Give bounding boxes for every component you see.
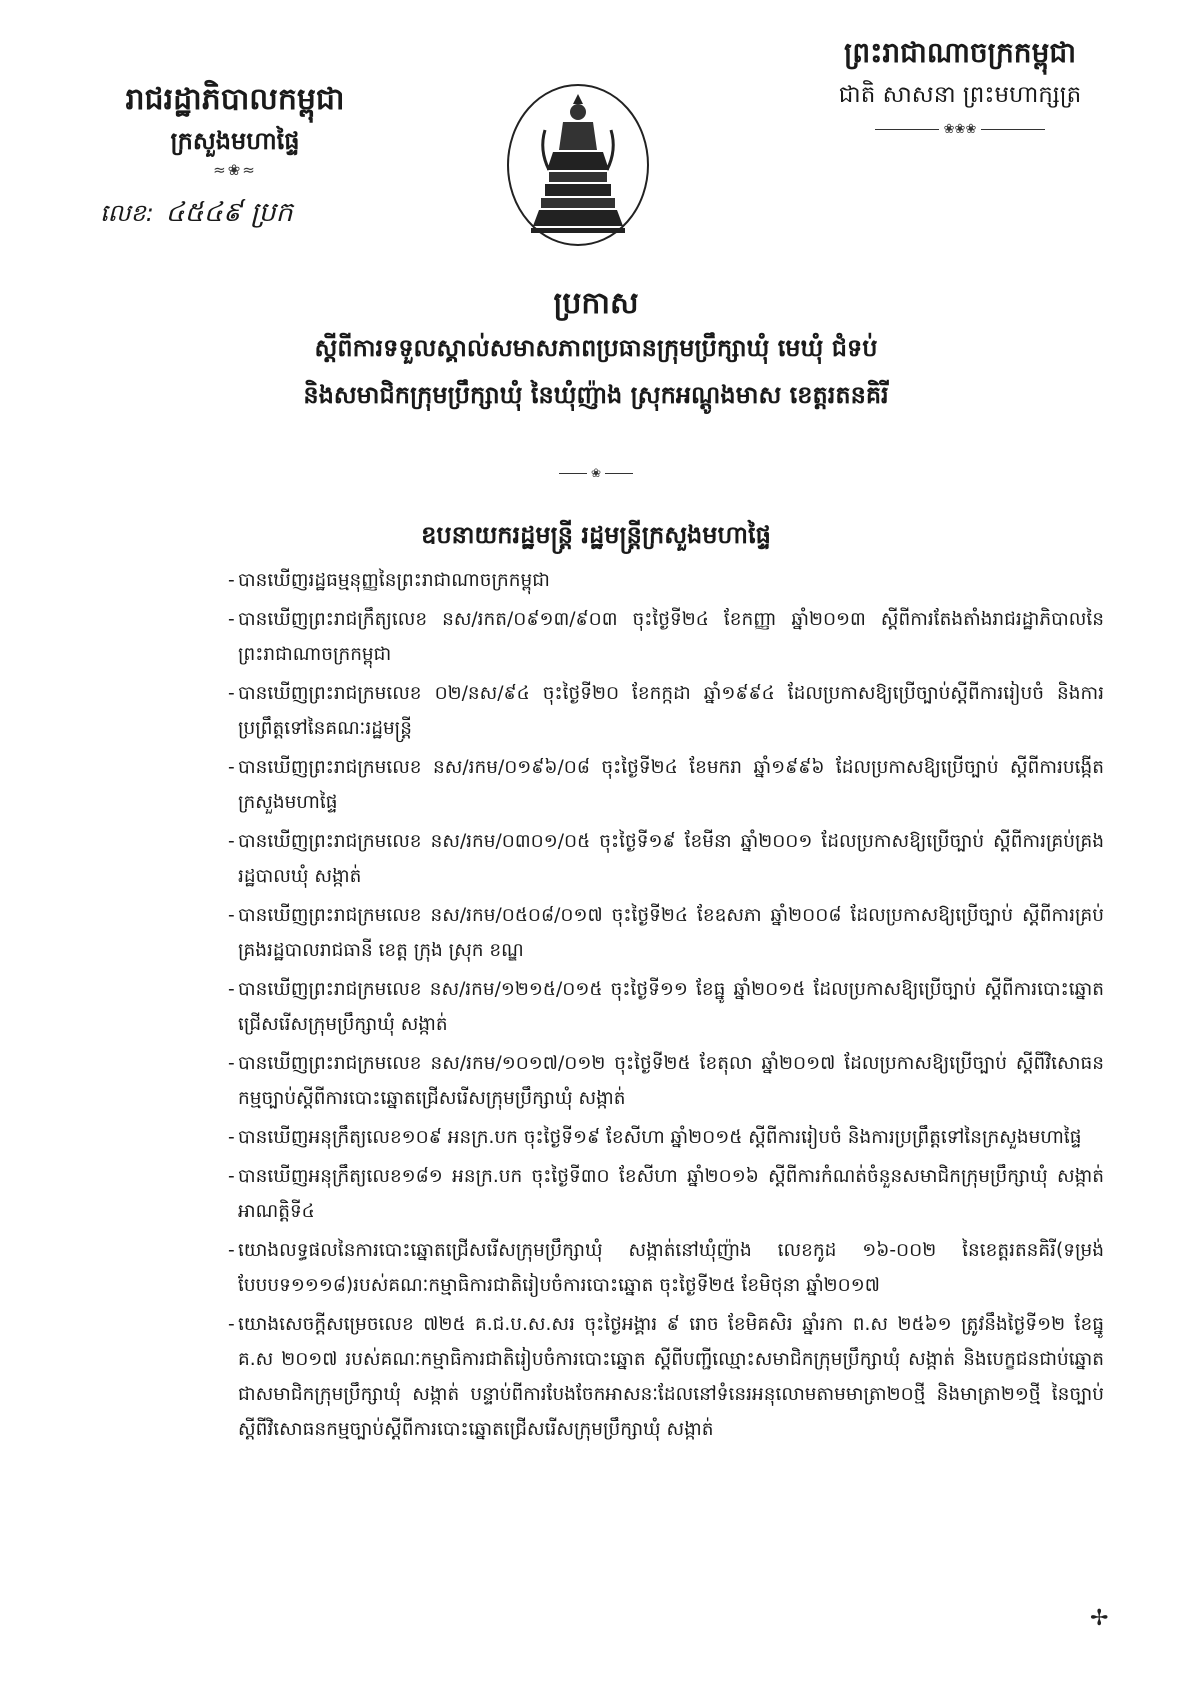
clause-dash: - <box>228 570 235 591</box>
preamble-clause <box>228 563 1104 598</box>
kingdom-block <box>790 30 1130 137</box>
clause-text: បានឃើញព្រះរាជក្រមលេខ នស/រកម/០៥០៨/០១៧ ចុះថ្ងៃទី២៤ ខែឧសភា ឆ្នាំ២០០៨ ដែលប្រកាសឱ្យប្រើច្បាប់ ស្តីពីការគ្រប់គ្រងរដ្ឋបាលរាជធានី ខេត្ត ក្រុង ស្រុក ខណ្ឌ <box>238 905 1104 961</box>
preamble-clauses <box>228 563 1104 1451</box>
issuing-official: ឧបនាយករដ្ឋមន្ត្រី រដ្ឋមន្ត្រីក្រសួងមហាផ្ទៃ <box>421 521 771 549</box>
clause-text: បានឃើញព្រះរាជក្រមលេខ នស/រកម/១០១៧/០១២ ចុះថ្ងៃទី២៥ ខែតុលា ឆ្នាំ២០១៧ ដែលប្រកាសឱ្យប្រើច្បាប់ ស្តីពីវិសោធនកម្មច្បាប់ស្តីពីការបោះឆ្នោតជ្រើសរើសក្រុមប្រឹក្សាឃុំ សង្កាត់ <box>238 1053 1104 1109</box>
ornament-right <box>790 122 1130 137</box>
preamble-clause <box>228 1233 1104 1303</box>
ornament-glyph: ❀❀❀ <box>943 122 977 137</box>
ornament-left: ≈❀≈ <box>213 161 257 179</box>
government-name: រាជរដ្ឋាភិបាលកម្ពុជា <box>125 82 345 117</box>
preamble-clause <box>228 898 1104 968</box>
clause-dash: - <box>228 831 235 852</box>
divider-line <box>559 473 587 474</box>
ornament-line <box>875 129 939 130</box>
preamble-clause <box>228 676 1104 746</box>
clause-dash: - <box>228 1240 235 1261</box>
clause-text: បានឃើញព្រះរាជក្រមលេខ នស/រកម/០៣០១/០៥ ចុះថ្ងៃទី១៩ ខែមីនា ឆ្នាំ២០០១ ដែលប្រកាសឱ្យប្រើច្បាប់ ស្តីពីការគ្រប់គ្រងរដ្ឋបាលឃុំ សង្កាត់ <box>238 831 1104 887</box>
preamble-clause <box>228 972 1104 1042</box>
clause-text: បានឃើញព្រះរាជក្រមលេខ នស/រកម/១២១៥/០១៥ ចុះថ្ងៃទី១១ ខែធ្នូ ឆ្នាំ២០១៥ ដែលប្រកាសឱ្យប្រើច្បាប់ ស្តីពីការបោះឆ្នោតជ្រើសរើសក្រុមប្រឹក្សាឃុំ សង្កាត់ <box>238 979 1104 1035</box>
clause-dash: - <box>228 1314 235 1335</box>
divider-line <box>605 473 633 474</box>
national-motto: ជាតិ សាសនា ព្រះមហាក្សត្រ <box>838 82 1082 108</box>
subject-line-1: ស្តីពីការទទួលស្គាល់សមាសភាពប្រធានក្រុមប្រឹក្សាឃុំ មេឃុំ ជំទប់ <box>314 334 878 362</box>
reference-number: ៤៥៤៩ ប្រក <box>165 197 293 228</box>
reference-label: លេខ: <box>100 199 154 227</box>
ornament-line <box>981 129 1045 130</box>
divider-glyph: ❀ <box>590 466 602 480</box>
clause-text: យោងសេចក្តីសម្រេចលេខ ៧២៥ គ.ជ.ប.ស.សរ ចុះថ្ងៃអង្គារ ៩ រោច ខែមិគសិរ ឆ្នាំរកា ព.ស ២៥៦១ ត្រូវនឹងថ្ងៃទី១២ ខែធ្នូ គ.ស ២០១៧ របស់គណៈកម្មាធិការជាតិរៀបចំការបោះឆ្នោត ស្តីពីបញ្ជីឈ្មោះសមាជិកក្រុមប្រឹក្សាឃុំ សង្កាត់ និងបេក្ខជនជាប់ឆ្នោតជាសមាជិកក្រុមប្រឹក្សាឃុំ សង្កាត់ បន្ទាប់ពីការបែងចែកអាសនៈដែលនៅទំនេរអនុលោមតាមមាត្រា២០ថ្មី និងមាត្រា២១ថ្មី នៃច្បាប់ ស្តីពីវិសោធនកម្មច្បាប់ស្តីពីការបោះឆ្នោតជ្រើសរើសក្រុមប្រឹក្សាឃុំ សង្កាត់ <box>238 1314 1104 1440</box>
preamble-clause <box>228 1307 1104 1447</box>
subject-line-2: និងសមាជិកក្រុមប្រឹក្សាឃុំ នៃឃុំញ៉ាង ស្រុកអណ្តូងមាស ខេត្តរតនគិរី <box>303 381 889 409</box>
clause-dash: - <box>228 757 235 778</box>
preamble-clause <box>228 602 1104 672</box>
clause-dash: - <box>228 1166 235 1187</box>
clause-text: បានឃើញអនុក្រឹត្យលេខ១០៩ អនក្រ.បក ចុះថ្ងៃទី១៩ ខែសីហា ឆ្នាំ២០១៥ ស្តីពីការរៀបចំ និងការប្រព្រឹត្តទៅនៃក្រសួងមហាផ្ទៃ <box>238 1127 1082 1148</box>
royal-emblem-icon <box>505 82 651 248</box>
clause-dash: - <box>228 1053 235 1074</box>
preamble-clause <box>228 1159 1104 1229</box>
clause-text: បានឃើញអនុក្រឹត្យលេខ១៨១ អនក្រ.បក ចុះថ្ងៃទី៣០ ខែសីហា ឆ្នាំ២០១៦ ស្តីពីការកំណត់ចំនួនសមាជិកក្រុមប្រឹក្សាឃុំ សង្កាត់អាណត្តិទី៤ <box>238 1166 1104 1222</box>
clause-dash: - <box>228 683 235 704</box>
clause-text: បានឃើញព្រះរាជក្រមលេខ ០២/នស/៩៤ ចុះថ្ងៃទី២០ ខែកក្កដា ឆ្នាំ១៩៩៤ ដែលប្រកាសឱ្យប្រើច្បាប់ស្តីពីការរៀបចំ និងការប្រព្រឹត្តទៅនៃគណៈរដ្ឋមន្ត្រី <box>238 683 1104 739</box>
kingdom-name: ព្រះរាជាណាចក្រកម្ពុជា <box>843 36 1076 69</box>
clause-dash: - <box>228 905 235 926</box>
clause-dash: - <box>228 1127 235 1148</box>
ministry-name: ក្រសួងមហាផ្ទៃ <box>170 127 300 155</box>
clause-dash: - <box>228 979 235 1000</box>
document-type: ប្រកាស <box>553 286 639 321</box>
preamble-clause <box>228 824 1104 894</box>
clause-dash: - <box>228 609 235 630</box>
title-divider <box>0 466 1192 480</box>
reference-number-line <box>100 196 293 235</box>
preamble-clause <box>228 1046 1104 1116</box>
issuer-block <box>70 78 400 180</box>
clause-text: បានឃើញព្រះរាជក្រឹត្យលេខ នស/រកត/០៩១៣/៩០៣ ចុះថ្ងៃទី២៤ ខែកញ្ញា ឆ្នាំ២០១៣ ស្តីពីការតែងតាំងរាជរដ្ឋាភិបាលនៃព្រះរាជាណាចក្រកម្ពុជា <box>238 609 1104 665</box>
margin-mark-icon: ✢ <box>1090 1606 1109 1631</box>
preamble-clause <box>228 750 1104 820</box>
clause-text: បានឃើញរដ្ឋធម្មនុញ្ញនៃព្រះរាជាណាចក្រកម្ពុជា <box>238 570 550 591</box>
clause-text: យោងលទ្ធផលនៃការបោះឆ្នោតជ្រើសរើសក្រុមប្រឹក្សាឃុំ សង្កាត់នៅឃុំញ៉ាង លេខកូដ ១៦-០០២ នៃខេត្តរតនគិរី(ទម្រង់បែបបទ១១១៨)របស់គណៈកម្មាធិការជាតិរៀបចំការបោះឆ្នោត ចុះថ្ងៃទី២៥ ខែមិថុនា ឆ្នាំ២០១៧ <box>238 1240 1104 1296</box>
preamble-clause <box>228 1120 1104 1155</box>
clause-text: បានឃើញព្រះរាជក្រមលេខ នស/រកម/០១៩៦/០៨ ចុះថ្ងៃទី២៤ ខែមករា ឆ្នាំ១៩៩៦ ដែលប្រកាសឱ្យប្រើច្បាប់ ស្តីពីការបង្កើតក្រសួងមហាផ្ទៃ <box>238 757 1104 813</box>
